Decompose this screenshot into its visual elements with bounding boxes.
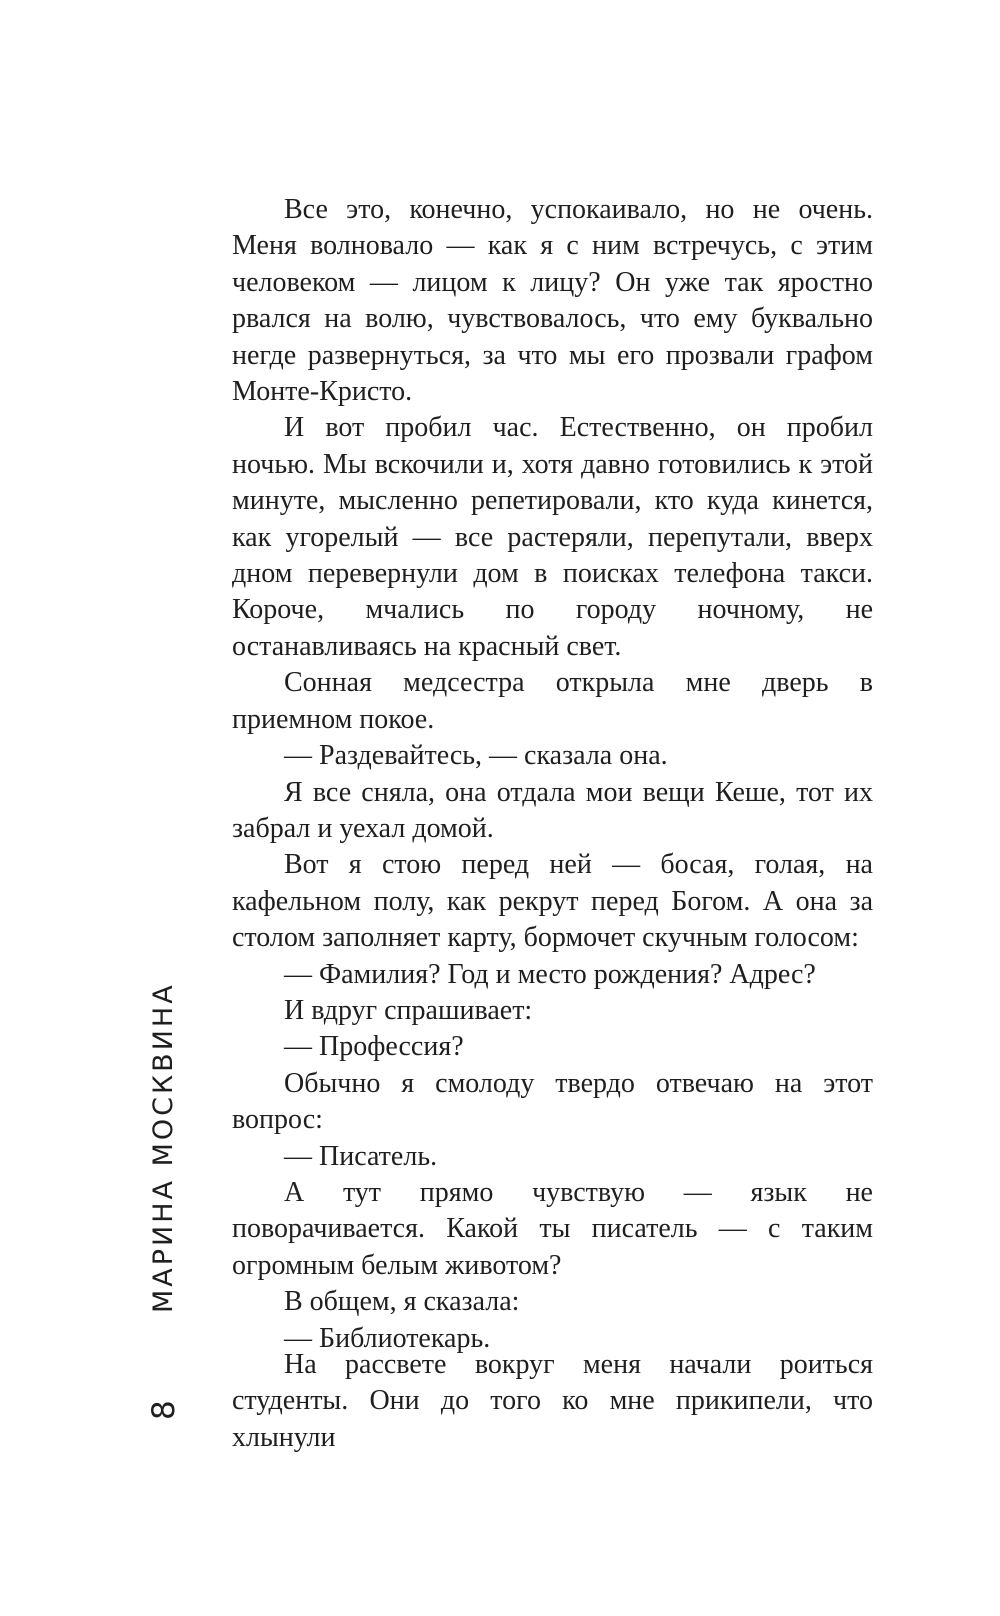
- paragraph: Вот я стою перед ней — босая, голая, на кафельном полу, как рекрут перед Богом. А она за столом заполняет карту, бормочет скучным голосом:: [232, 849, 873, 954]
- dialogue-line: — Раздевайтесь, — сказала она.: [284, 740, 668, 772]
- paragraph: На рассвете вокруг меня начали роиться студенты. Они до того ко мне прикипели, что хлынули: [232, 1349, 873, 1453]
- dialogue-line: — Профессия?: [284, 1031, 464, 1063]
- paragraph: Все это, конечно, успокаивало, но не очень. Меня волновало — как я с ним встречусь, с этим человеком — лицом к лицу? Он уже так яростно рвался на волю, чувствовалось, что ему буквально негде развернуться, за что мы его прозвали графом Монте-Кристо.: [232, 194, 873, 408]
- paragraph: Обычно я смолоду твердо отвечаю на этот вопрос:: [232, 1067, 873, 1136]
- running-head-author: МАРИНА МОСКВИНА: [148, 982, 179, 1313]
- dialogue-line: — Писатель.: [284, 1140, 438, 1172]
- paragraph: А тут прямо чувствую — язык не поворачивается. Какой ты писатель — с таким огромным белым животом?: [232, 1176, 873, 1281]
- body-text-section-2: [232, 1347, 873, 1456]
- body-text-section-1: [232, 192, 873, 1357]
- paragraph: Сонная медсестра открыла мне дверь в приемном покое.: [232, 667, 873, 735]
- dialogue-line: — Фамилия? Год и место рождения? Адрес?: [284, 958, 816, 990]
- dialogue-line: — Библиотекарь.: [284, 1322, 491, 1354]
- paragraph: Я все сняла, она отдала мои вещи Кеше, тот их забрал и уехал домой.: [232, 776, 873, 844]
- paragraph: И вдруг спрашивает:: [284, 994, 533, 1026]
- paragraph: В общем, я сказала:: [284, 1286, 520, 1318]
- page-number: 8: [146, 1400, 182, 1420]
- paragraph: И вот пробил час. Естественно, он пробил ночью. Мы вскочили и, хотя давно готовились к этой минуте, мысленно репетировали, кто куда кинется, как угорелый — все растеряли, перепутали, вверх дном перевернули дом в поисках телефона такси. Короче, мчались по городу ночному, не останавливаясь на красный свет.: [232, 412, 873, 662]
